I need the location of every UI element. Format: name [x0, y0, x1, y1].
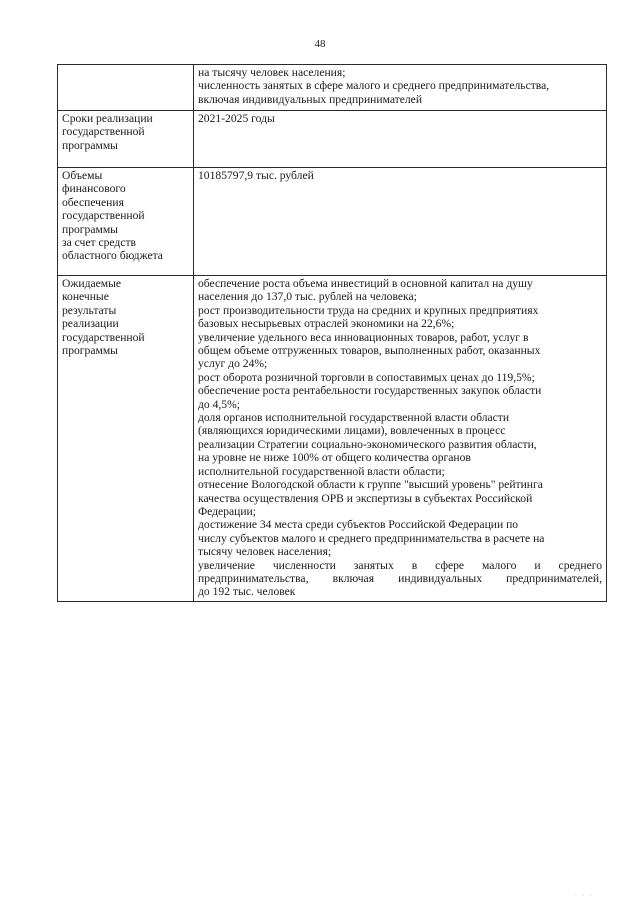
value-line: обеспечение роста объема инвестиций в основной капитал на душу: [198, 277, 533, 290]
program-passport-table: [57, 64, 607, 602]
label-line: Сроки реализации: [62, 112, 153, 125]
value-line: отнесение Вологодской области к группе "высший уровень" рейтинга: [198, 478, 543, 492]
row-label-cell: [58, 65, 194, 111]
value-line: 2021-2025 годы: [198, 112, 275, 125]
value-line: реализации Стратегии социально-экономического развития области,: [198, 437, 537, 451]
value-line: предпринимательства, включая индивидуальных предпринимателей,: [198, 571, 602, 585]
label-line: результаты: [62, 303, 117, 317]
label-line: государственной: [62, 125, 145, 139]
row-value-cell: [194, 111, 607, 168]
value-line: числу субъектов малого и среднего предпринимательства в расчете на: [198, 531, 545, 545]
value-line: населения до 137,0 тыс. рублей на человека;: [198, 290, 417, 304]
value-line: включая индивидуальных предпринимателей: [198, 92, 423, 106]
table-row: [58, 111, 607, 168]
table-row: [58, 65, 607, 111]
value-line: (являющихся юридическими лицами), вовлеченных в процесс: [198, 424, 506, 438]
value-line: 10185797,9 тыс. рублей: [198, 169, 314, 182]
scan-mark: · · ·: [575, 893, 594, 899]
value-line: общем объеме отгруженных товаров, выполненных работ, оказанных: [198, 344, 541, 358]
page-number: 48: [314, 38, 326, 50]
label-line: финансового: [62, 182, 126, 196]
label-line: за счет средств: [62, 236, 137, 250]
row-label-cell: [58, 168, 194, 276]
value-line: качества осуществления ОРВ и экспертизы в субъектах Российской: [198, 491, 533, 505]
row-value-cell: [194, 168, 607, 276]
row-label-cell: [58, 111, 194, 168]
value-line: увеличение численности занятых в сфере малого и среднего: [198, 558, 602, 572]
value-line: тысячу человек населения;: [198, 545, 332, 559]
value-line: обеспечение роста рентабельности государственных закупок области: [198, 384, 542, 398]
value-line: на тысячу человек населения;: [198, 66, 346, 79]
table-row: [58, 168, 607, 276]
label-line: Ожидаемые: [62, 277, 122, 290]
label-line: Объемы: [62, 169, 103, 182]
value-line: до 4,5%;: [198, 397, 240, 411]
value-line: базовых несырьевых отраслей экономики на 22,6%;: [198, 317, 455, 331]
value-line: рост оборота розничной торговли в сопоставимых ценах до 119,5%;: [198, 370, 535, 384]
value-line: доля органов исполнительной государственной власти области: [198, 411, 510, 425]
value-line: увеличение удельного веса инновационных товаров, работ, услуг в: [198, 330, 529, 344]
row-value-cell: [194, 276, 607, 602]
value-line: рост производительности труда на средних и крупных предприятиях: [198, 303, 539, 317]
value-line: достижение 34 места среди субъектов Российской Федерации по: [198, 518, 519, 532]
row-value-cell: [194, 65, 607, 111]
label-line: государственной: [62, 209, 145, 223]
value-line: Федерации;: [198, 504, 256, 518]
row-label-cell: [58, 276, 194, 602]
label-line: программы: [62, 344, 118, 358]
value-line: исполнительной государственной власти области;: [198, 464, 445, 478]
value-line: до 192 тыс. человек: [198, 585, 296, 599]
label-line: конечные: [62, 290, 109, 304]
value-line: услуг до 24%;: [198, 357, 268, 371]
label-line: реализации: [62, 317, 119, 331]
label-line: программы: [62, 138, 118, 152]
label-line: государственной: [62, 330, 145, 344]
table-row: [58, 276, 607, 602]
value-line: численность занятых в сфере малого и среднего предпринимательства,: [198, 79, 550, 93]
label-line: обеспечения: [62, 195, 124, 209]
label-line: областного бюджета: [62, 249, 163, 263]
label-line: программы: [62, 222, 118, 236]
value-line: на уровне не ниже 100% от общего количества органов: [198, 451, 471, 465]
